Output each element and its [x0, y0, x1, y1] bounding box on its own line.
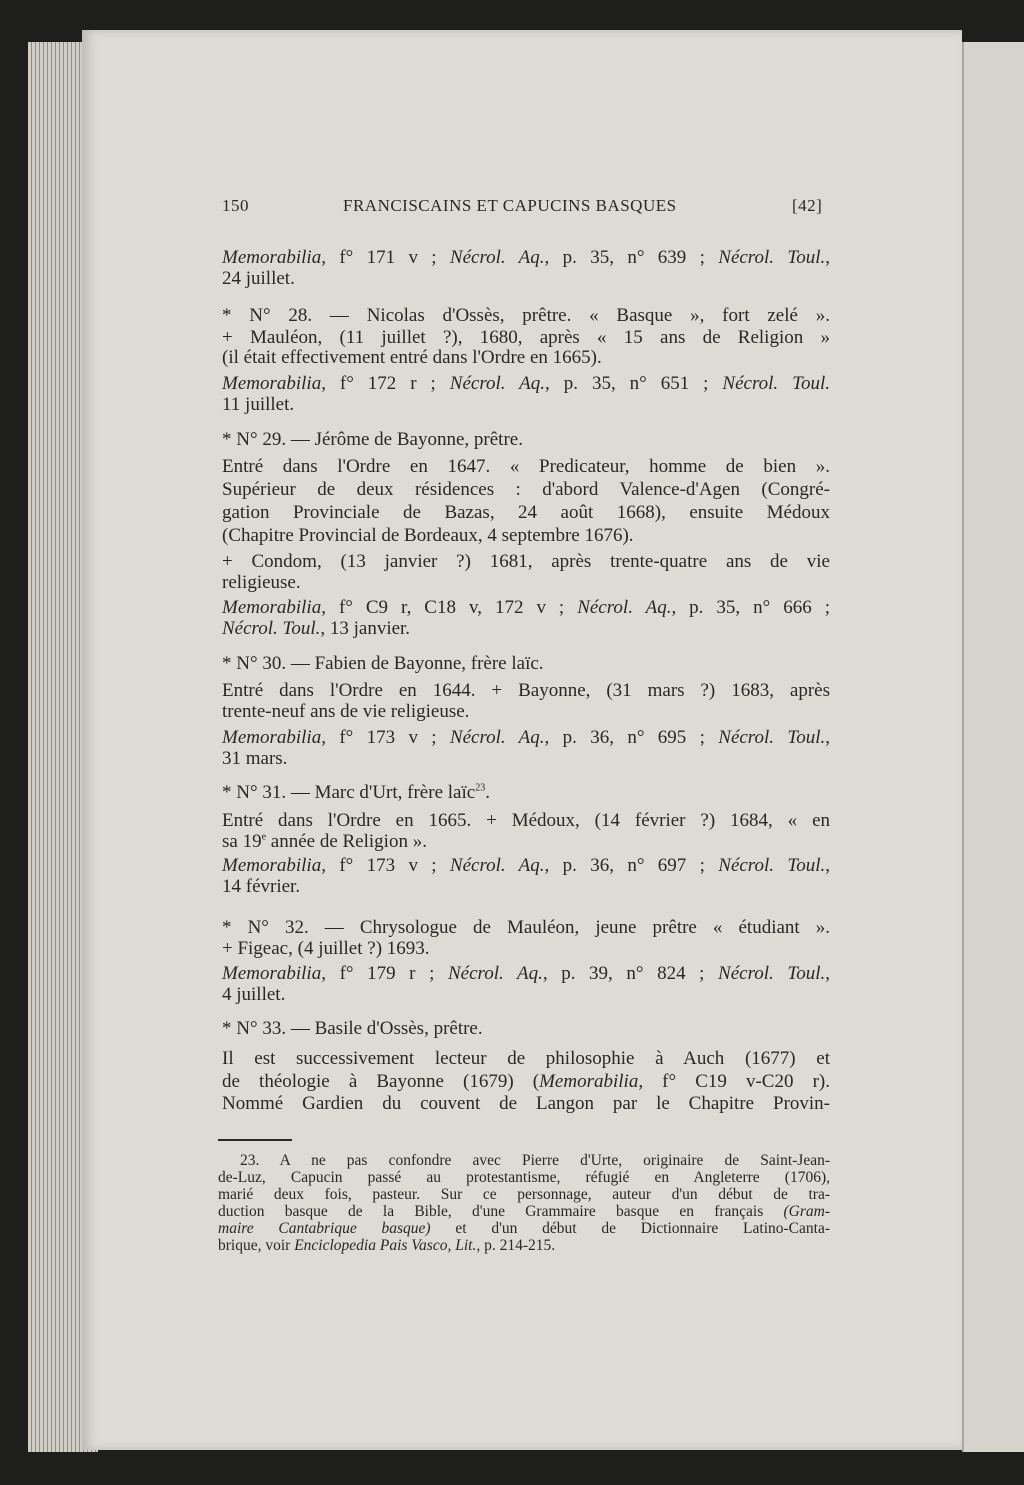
text-run: f° 179 r ; — [325, 963, 448, 984]
text-run: * N° 32. — Chrysologue de Mauléon, jeune prêtre « étudiant ». — [222, 917, 830, 938]
text-run: gation Provinciale de Bazas, 24 août 1668), ensuite Médoux — [222, 502, 830, 523]
text-run: f° C19 v-C20 r). — [643, 1071, 830, 1092]
italic-text: Nécrol. Aq. — [449, 247, 545, 268]
body-line — [222, 876, 830, 898]
next-page-edge — [962, 42, 1024, 1452]
italic-text: Nécrol. Aq. — [449, 373, 546, 394]
text-run: et d'un début de Dictionnaire Latino-Canta- — [430, 1220, 830, 1237]
text-run: + Figeac, (4 juillet ?) 1693. — [222, 938, 430, 959]
text-run: , p. 36, n° 697 ; — [544, 855, 719, 876]
text-run: , — [825, 727, 830, 748]
body-line — [222, 525, 830, 547]
italic-text: Memorabilia, — [222, 727, 326, 748]
text-run: * N° 29. — Jérôme de Bayonne, prêtre. — [222, 429, 523, 450]
body-line — [222, 247, 830, 269]
italic-text: Memorabilia, — [222, 247, 326, 268]
italic-text: Memorabilia, — [222, 855, 326, 876]
body-line — [222, 479, 830, 501]
text-run: , p. 214-215. — [476, 1237, 556, 1254]
bracket-page-number: [42] — [792, 196, 823, 215]
text-run: trente-neuf ans de vie religieuse. — [222, 701, 470, 722]
text-run: f° C9 r, C18 v, 172 v ; — [325, 597, 578, 618]
italic-text: Nécrol. Toul. — [718, 963, 826, 984]
body-line — [222, 680, 830, 702]
body-line — [222, 305, 830, 327]
body-line — [222, 963, 830, 985]
text-run: Entré dans l'Ordre en 1644. + Bayonne, (31 mars ?) 1683, après — [222, 680, 830, 701]
italic-text: Nécrol. Toul. — [722, 373, 830, 394]
text-run: , p. 35, n° 639 ; — [544, 247, 719, 268]
body-line — [222, 748, 830, 770]
text-run: f° 171 v ; — [325, 247, 450, 268]
text-run: f° 173 v ; — [325, 855, 450, 876]
text-run: * N° 33. — Basile d'Ossès, prêtre. — [222, 1018, 483, 1039]
body-line — [222, 456, 830, 478]
superscript: e — [261, 831, 267, 843]
text-run: , p. 35, n° 651 ; — [545, 373, 723, 394]
text-run: + Mauléon, (11 juillet ?), 1680, après « 15 ans de Religion » — [222, 327, 830, 348]
body-line — [222, 268, 830, 290]
text-run: * N° 28. — Nicolas d'Ossès, prêtre. « Basque », fort zelé ». — [222, 305, 830, 326]
text-run: de-Luz, Capucin passé au protestantisme, réfugié en Angleterre (1706), — [218, 1169, 830, 1186]
body-line — [222, 653, 830, 675]
body-line — [222, 551, 830, 573]
running-title: FRANCISCAINS ET CAPUCINS BASQUES — [343, 196, 677, 215]
text-run: , p. 36, n° 695 ; — [544, 727, 719, 748]
text-run: , p. 35, n° 666 ; — [671, 597, 830, 618]
italic-text: Nécrol. Toul. — [718, 855, 826, 876]
text-run: Entré dans l'Ordre en 1647. « Predicateur, homme de bien ». — [222, 456, 830, 477]
body-line — [222, 618, 830, 640]
body-line — [222, 1071, 830, 1093]
footnote-line — [218, 1237, 830, 1254]
text-run: année de Religion ». — [266, 831, 427, 852]
italic-text: maire Cantabrique basque) — [218, 1220, 431, 1237]
body-line — [222, 327, 830, 349]
text-run: (il était effectivement entré dans l'Ordre en 1665). — [222, 347, 602, 368]
italic-text: Nécrol. Aq. — [577, 597, 672, 618]
body-line — [222, 782, 830, 804]
superscript: 23 — [475, 782, 486, 794]
text-run: Entré dans l'Ordre en 1665. + Médoux, (14 février ?) 1684, « en — [222, 810, 830, 831]
italic-text: Nécrol. Toul. — [222, 618, 321, 639]
text-run: 23. A ne pas confondre avec Pierre d'Urte, originaire de Saint-Jean- — [240, 1152, 830, 1169]
text-run: * N° 31. — Marc d'Urt, frère laïc — [222, 782, 476, 803]
italic-text: Nécrol. Toul. — [718, 727, 826, 748]
italic-text: Nécrol. Aq. — [447, 963, 543, 984]
body-line — [222, 810, 830, 832]
body-line — [222, 597, 830, 619]
body-line — [222, 701, 830, 723]
italic-text: Nécrol. Aq. — [449, 727, 545, 748]
text-run: marié deux fois, pasteur. Sur ce personnage, auteur d'un début de tra- — [218, 1186, 830, 1203]
body-line — [222, 429, 830, 451]
body-line — [222, 1018, 830, 1040]
text-run: 31 mars. — [222, 748, 288, 769]
text-run: 4 juillet. — [222, 984, 286, 1005]
italic-text: Enciclopedia Pais Vasco, Lit. — [294, 1237, 477, 1254]
body-line — [222, 938, 830, 960]
text-run: brique, voir — [218, 1237, 295, 1254]
body-line — [222, 373, 830, 395]
text-run: Il est successivement lecteur de philosophie à Auch (1677) et — [222, 1048, 830, 1069]
footnote-rule — [218, 1139, 292, 1141]
text-run: de théologie à Bayonne (1679) ( — [222, 1071, 540, 1092]
text-run: 11 juillet. — [222, 394, 295, 415]
body-line — [222, 917, 830, 939]
text-run: . — [485, 782, 490, 803]
body-line — [222, 394, 830, 416]
italic-text: Nécrol. Aq. — [449, 855, 545, 876]
body-line — [222, 347, 830, 369]
body-line — [222, 1093, 830, 1115]
text-run: , — [825, 247, 830, 268]
text-run: (Chapitre Provincial de Bordeaux, 4 septembre 1676). — [222, 525, 634, 546]
text-run: 24 juillet. — [222, 268, 295, 289]
body-line — [222, 984, 830, 1006]
text-run: , — [825, 855, 830, 876]
text-run: Nommé Gardien du couvent de Langon par le Chapitre Provin- — [222, 1093, 830, 1114]
italic-text: Memorabilia, — [222, 373, 326, 394]
text-run: + Condom, (13 janvier ?) 1681, après trente-quatre ans de vie — [222, 551, 830, 572]
text-run: , — [825, 963, 830, 984]
body-line — [222, 727, 830, 749]
body-line — [222, 1048, 830, 1070]
page-number: 150 — [222, 196, 249, 215]
italic-text: Memorabilia, — [539, 1071, 644, 1092]
italic-text: Memorabilia, — [222, 597, 326, 618]
text-run: duction basque de la Bible, d'une Grammaire basque en français — [218, 1203, 784, 1220]
body-line — [222, 572, 830, 594]
italic-text: (Gram- — [783, 1203, 830, 1220]
text-run: sa 19 — [222, 831, 262, 852]
body-line — [222, 831, 830, 853]
text-run: * N° 30. — Fabien de Bayonne, frère laïc. — [222, 653, 544, 674]
text-run: f° 173 v ; — [325, 727, 450, 748]
italic-text: Memorabilia, — [222, 963, 326, 984]
text-run: f° 172 r ; — [325, 373, 450, 394]
italic-text: Nécrol. Toul. — [718, 247, 826, 268]
text-run: 14 février. — [222, 876, 301, 897]
text-run: , p. 39, n° 824 ; — [542, 963, 719, 984]
text-run: , 13 janvier. — [320, 618, 411, 639]
text-run: Supérieur de deux résidences : d'abord Valence-d'Agen (Congré- — [222, 479, 830, 500]
body-line — [222, 502, 830, 524]
body-line — [222, 855, 830, 877]
text-run: religieuse. — [222, 572, 301, 593]
